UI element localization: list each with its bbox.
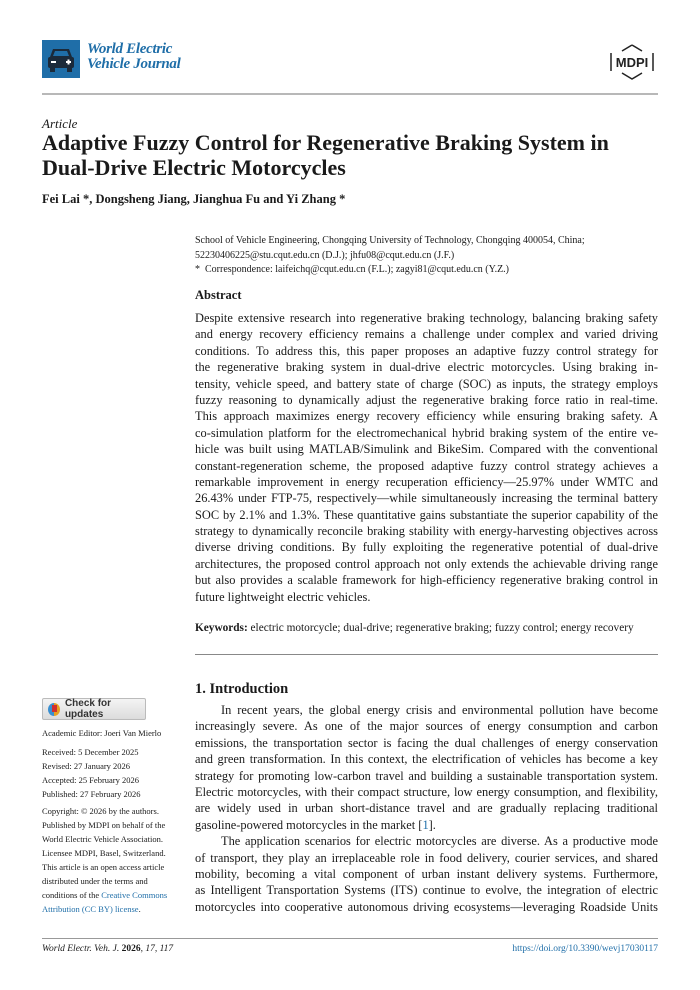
intro-line: and green transformation. In this context, the electrification of vehicles has become a key: [195, 752, 658, 767]
abstract-line: constant-regeneration scheme, the proposed adaptive fuzzy control strategy achieves a: [195, 458, 658, 473]
citation-footer: [42, 944, 173, 954]
abstract-line: tensity, vehicle speed, and battery state of charge (SOC) as inputs, the strategy employs: [195, 376, 658, 391]
copyright-line: This article is an open access article: [42, 862, 165, 872]
revised-date: Revised: 27 January 2026: [42, 761, 131, 771]
check-for-updates-button[interactable]: [42, 698, 146, 720]
abstract-body: [195, 310, 658, 605]
abstract-line: strategy to dynamically reconcile braking stability with energy-harvesting objectives across: [195, 524, 658, 539]
abstract-line: 26.43% under FTP-75, respectively—while simultaneously increasing the terminal battery: [195, 491, 658, 506]
authors: Fei Lai *, Dongsheng Jiang, Jianghua Fu and Yi Zhang *: [42, 192, 346, 206]
abstract-line: remarkable improvement in energy recuperation efficiency—25.97% under WMTC and: [195, 474, 658, 489]
introduction-heading: 1. Introduction: [195, 681, 289, 697]
intro-line: In recent years, the global energy crisis and environmental pollution have become: [221, 703, 658, 717]
copyright-line: [42, 902, 192, 916]
abstract-line: and energy recovery efficiency remains a challenge under complex and varied driving: [195, 327, 658, 342]
intro-line: Electric motorcycles, with their compact structure, low energy consumption, and flexibility,: [195, 784, 658, 799]
text: ].: [428, 817, 436, 832]
published-date: Published: 27 February 2026: [42, 789, 141, 799]
dates: [42, 745, 192, 801]
intro-line: strategy for promoting low-carbon travel and building a sustainable transportation system.: [195, 768, 658, 783]
license-link[interactable]: Creative Commons: [101, 890, 168, 900]
abstract-line: future lightweight electric vehicles.: [195, 589, 371, 604]
doi-link[interactable]: https://doi.org/10.3390/wevj17030117: [512, 944, 658, 954]
header-divider: [42, 93, 658, 95]
intro-paragraph-1: [195, 702, 658, 817]
intro-line: as Intelligent Transportation Systems (ITS) continue to evolve, the integration of electric: [195, 883, 658, 898]
copyright-line: distributed under the terms and: [42, 876, 148, 886]
title-line-2: Dual-Drive Electric Motorcycles: [42, 155, 346, 180]
footer-year: 2026: [121, 944, 141, 954]
copyright-line: Copyright: © 2026 by the authors.: [42, 806, 159, 816]
abstract-line: This approach maximizes energy recovery efficiency while ensuring braking safety. A: [195, 409, 658, 424]
received-date: Received: 5 December 2025: [42, 747, 139, 757]
footer-volume: , 17, 117: [140, 944, 174, 954]
academic-editor: Academic Editor: Joeri Van Mierlo: [42, 728, 162, 738]
check-updates-icon: [48, 703, 60, 716]
affiliation-line-1: School of Vehicle Engineering, Chongqing University of Technology, Chongqing 400054, China;: [195, 235, 585, 246]
copyright-line: World Electric Vehicle Association.: [42, 834, 163, 844]
affiliations: [195, 234, 665, 278]
introduction-body: [195, 702, 658, 915]
abstract-line: diverse driving conditions. By fully exploiting the regenerative potential of dual-drive: [195, 540, 658, 555]
intro-line: The application scenarios for electric motorcycles are diverse. As a productive mode: [221, 834, 658, 849]
abstract-heading: Abstract: [195, 288, 242, 302]
copyright-line: [42, 888, 192, 902]
article-type: Article: [42, 116, 78, 131]
mdpi-logo-text: MDPI: [615, 55, 649, 70]
keywords-label: Keywords:: [195, 622, 248, 634]
journal-name-line2: Vehicle Journal: [87, 56, 181, 72]
paper-title: [42, 130, 662, 180]
journal-name: [87, 42, 180, 72]
journal-name-line1: World Electric: [87, 41, 173, 57]
abstract-line: but also provides a scalable framework for high-efficiency regenerative braking control in: [195, 573, 658, 588]
text: gasoline-powered motorcycles in the market [: [195, 817, 423, 832]
intro-line: of transport, they play an irreplaceable role in food delivery, courier services, and shared: [195, 850, 658, 865]
keywords-text: electric motorcycle; dual-drive; regenerative braking; fuzzy control; energy recovery: [250, 622, 634, 634]
abstract-line: co-simulation platform for the electromechanical hybrid braking system of the entire ve-: [195, 425, 658, 440]
intro-paragraph-2: [195, 833, 658, 915]
abstract-line: conditions. To address this, this paper proposes an adaptive fuzzy control strategy for: [195, 343, 658, 358]
keywords: [195, 622, 658, 634]
copyright-line: Published by MDPI on behalf of the: [42, 820, 166, 830]
abstract-line: Despite extensive research into regenerative braking technology, balancing braking safety: [195, 311, 658, 325]
abstract-line: architectures, the proposed control approach not only extends the achievable driving range: [195, 556, 658, 571]
intro-line: are widely used in urban short-distance travel and are gradually replacing traditional: [195, 801, 658, 816]
section-divider: [195, 654, 658, 655]
citation-link[interactable]: 1: [422, 817, 429, 832]
copyright: [42, 804, 192, 916]
correspondence: [195, 263, 665, 278]
accepted-date: Accepted: 25 February 2026: [42, 775, 140, 785]
abstract-line: SOC by 2.1% and 1.3%. These quantitative gains substantiate the superior capability of the: [195, 507, 658, 522]
correspondence-star: *: [195, 264, 200, 275]
abstract-line: fuzzy reasoning to dynamically adjust the regenerative braking force ratio in real-time.: [195, 392, 658, 407]
intro-line: increasingly severe. As one of the major sources of energy consumption and carbon: [195, 719, 658, 734]
intro-line: emissions, the transportation sector is facing the dual challenges of energy conservation: [195, 735, 658, 750]
intro-line: motorcycles into cooperative autonomous driving ecosystems—leveraging Roadside Units: [195, 899, 658, 914]
journal-logo: [42, 40, 80, 78]
title-line-1: Adaptive Fuzzy Control for Regenerative Braking System in: [42, 130, 609, 155]
journal-abbrev: World Electr. Veh. J.: [42, 944, 120, 954]
car-icon: [42, 40, 80, 78]
footer-divider: [42, 938, 658, 939]
mdpi-logo: [607, 44, 657, 80]
license-link[interactable]: Attribution (CC BY) license: [42, 904, 139, 914]
intro-line: mobility, becoming a vital component of urban instant delivery systems. Furthermore,: [195, 866, 658, 881]
text: .: [138, 904, 141, 914]
correspondence-text: Correspondence: laifeichq@cqut.edu.cn (F.L.); zagyi81@cqut.edu.cn (Y.Z.): [205, 264, 510, 275]
affiliation-line-2: 52230406225@stu.cqut.edu.cn (D.J.); jhfu08@cqut.edu.cn (J.F.): [195, 249, 455, 261]
abstract-line: hicle was built using MATLAB/Simulink and BikeSim. Compared with the conventional: [195, 442, 658, 457]
abstract-line: the regenerative braking system in dual-drive electric motorcycles. Using braking in-: [195, 360, 658, 375]
text: conditions of the: [42, 890, 102, 900]
copyright-line: Licensee MDPI, Basel, Switzerland.: [42, 848, 166, 858]
check-for-updates-label: Check for updates: [64, 698, 112, 720]
intro-p1-last-line: [195, 817, 658, 833]
